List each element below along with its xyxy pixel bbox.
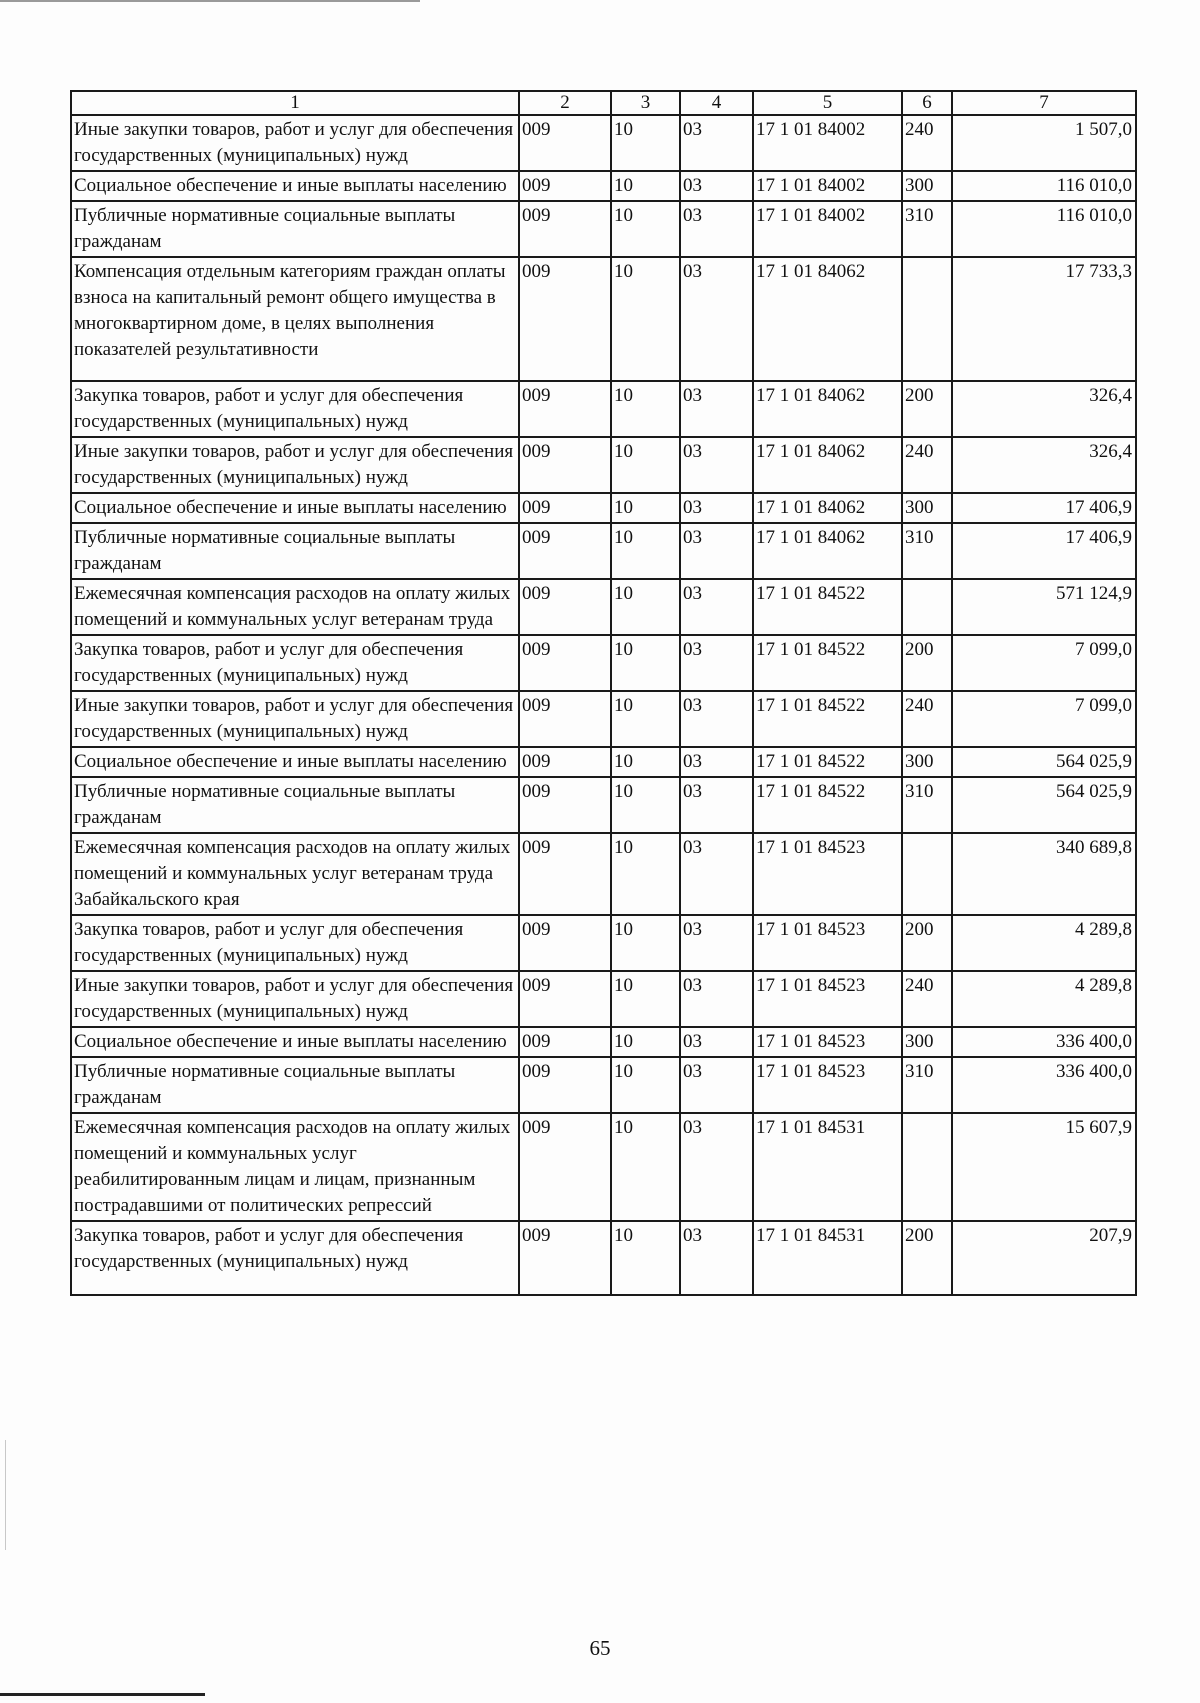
expense-type-cell: 240: [902, 971, 952, 1027]
section-cell: 10: [611, 115, 680, 171]
subsection-cell: 03: [680, 171, 753, 201]
subsection-cell: 03: [680, 1113, 753, 1221]
amount-cell: 336 400,0: [952, 1027, 1136, 1057]
column-header-target-article: 5: [753, 91, 902, 115]
target-article-cell: 17 1 01 84522: [753, 777, 902, 833]
subsection-cell: 03: [680, 523, 753, 579]
subsection-cell: 03: [680, 381, 753, 437]
table-row: [71, 579, 1136, 635]
subsection-cell: 03: [680, 777, 753, 833]
table-row: [71, 1027, 1136, 1057]
section-cell: 10: [611, 635, 680, 691]
table-row: [71, 171, 1136, 201]
expense-type-cell: [902, 579, 952, 635]
amount-cell: 207,9: [952, 1221, 1136, 1295]
ministry-code-cell: 009: [519, 381, 611, 437]
target-article-cell: 17 1 01 84522: [753, 691, 902, 747]
amount-cell: 326,4: [952, 437, 1136, 493]
expense-type-cell: 300: [902, 493, 952, 523]
row-name-cell: Публичные нормативные социальные выплаты гражданам: [71, 523, 519, 579]
row-name-cell: Иные закупки товаров, работ и услуг для обеспечения государственных (муниципальных) нужд: [71, 115, 519, 171]
amount-cell: 571 124,9: [952, 579, 1136, 635]
section-cell: 10: [611, 833, 680, 915]
row-name-cell: Публичные нормативные социальные выплаты гражданам: [71, 777, 519, 833]
table-row: [71, 115, 1136, 171]
column-header-name: 1: [71, 91, 519, 115]
table-row: [71, 523, 1136, 579]
table-row: [71, 381, 1136, 437]
subsection-cell: 03: [680, 1027, 753, 1057]
scan-margin-mark: [5, 1440, 6, 1550]
section-cell: 10: [611, 1221, 680, 1295]
row-name-cell: Ежемесячная компенсация расходов на оплату жилых помещений и коммунальных услуг ветеранам труда Забайкальского края: [71, 833, 519, 915]
amount-cell: 336 400,0: [952, 1057, 1136, 1113]
section-cell: 10: [611, 171, 680, 201]
ministry-code-cell: 009: [519, 833, 611, 915]
target-article-cell: 17 1 01 84002: [753, 115, 902, 171]
ministry-code-cell: 009: [519, 691, 611, 747]
expense-type-cell: 200: [902, 381, 952, 437]
subsection-cell: 03: [680, 493, 753, 523]
scan-bottom-line: [0, 1693, 205, 1696]
section-cell: 10: [611, 1057, 680, 1113]
target-article-cell: 17 1 01 84523: [753, 833, 902, 915]
ministry-code-cell: 009: [519, 971, 611, 1027]
ministry-code-cell: 009: [519, 257, 611, 381]
row-name-cell: Иные закупки товаров, работ и услуг для обеспечения государственных (муниципальных) нужд: [71, 691, 519, 747]
row-name-cell: Закупка товаров, работ и услуг для обеспечения государственных (муниципальных) нужд: [71, 635, 519, 691]
table-row: [71, 1113, 1136, 1221]
amount-cell: 7 099,0: [952, 691, 1136, 747]
section-cell: 10: [611, 1027, 680, 1057]
ministry-code-cell: 009: [519, 915, 611, 971]
section-cell: 10: [611, 437, 680, 493]
section-cell: 10: [611, 201, 680, 257]
section-cell: 10: [611, 747, 680, 777]
expense-type-cell: [902, 1113, 952, 1221]
amount-cell: 17 733,3: [952, 257, 1136, 381]
scan-edge-line: [0, 0, 420, 2]
expense-type-cell: 300: [902, 171, 952, 201]
section-cell: 10: [611, 257, 680, 381]
expense-type-cell: [902, 833, 952, 915]
amount-cell: 116 010,0: [952, 201, 1136, 257]
expense-type-cell: 240: [902, 691, 952, 747]
ministry-code-cell: 009: [519, 201, 611, 257]
table-row: [71, 1221, 1136, 1295]
ministry-code-cell: 009: [519, 437, 611, 493]
subsection-cell: 03: [680, 635, 753, 691]
table-row: [71, 635, 1136, 691]
target-article-cell: 17 1 01 84523: [753, 1057, 902, 1113]
expense-type-cell: 240: [902, 115, 952, 171]
row-name-cell: Иные закупки товаров, работ и услуг для обеспечения государственных (муниципальных) нужд: [71, 971, 519, 1027]
row-name-cell: Ежемесячная компенсация расходов на оплату жилых помещений и коммунальных услуг реабилитированным лицам и лицам, признанным пострадавшими от политических репрессий: [71, 1113, 519, 1221]
column-header-subsection: 4: [680, 91, 753, 115]
row-name-cell: Публичные нормативные социальные выплаты гражданам: [71, 1057, 519, 1113]
page-number: 65: [589, 1636, 611, 1660]
amount-cell: 17 406,9: [952, 523, 1136, 579]
subsection-cell: 03: [680, 691, 753, 747]
ministry-code-cell: 009: [519, 747, 611, 777]
section-cell: 10: [611, 777, 680, 833]
amount-cell: 1 507,0: [952, 115, 1136, 171]
table-row: [71, 201, 1136, 257]
ministry-code-cell: 009: [519, 523, 611, 579]
subsection-cell: 03: [680, 1221, 753, 1295]
section-cell: 10: [611, 523, 680, 579]
expense-type-cell: 200: [902, 1221, 952, 1295]
ministry-code-cell: 009: [519, 635, 611, 691]
section-cell: 10: [611, 691, 680, 747]
ministry-code-cell: 009: [519, 1057, 611, 1113]
ministry-code-cell: 009: [519, 1113, 611, 1221]
section-cell: 10: [611, 971, 680, 1027]
table-row: [71, 833, 1136, 915]
ministry-code-cell: 009: [519, 777, 611, 833]
row-name-cell: Социальное обеспечение и иные выплаты населению: [71, 493, 519, 523]
target-article-cell: 17 1 01 84062: [753, 257, 902, 381]
subsection-cell: 03: [680, 833, 753, 915]
subsection-cell: 03: [680, 115, 753, 171]
subsection-cell: 03: [680, 437, 753, 493]
amount-cell: 17 406,9: [952, 493, 1136, 523]
target-article-cell: 17 1 01 84062: [753, 381, 902, 437]
target-article-cell: 17 1 01 84062: [753, 493, 902, 523]
amount-cell: 340 689,8: [952, 833, 1136, 915]
expense-type-cell: 200: [902, 635, 952, 691]
subsection-cell: 03: [680, 747, 753, 777]
subsection-cell: 03: [680, 915, 753, 971]
target-article-cell: 17 1 01 84523: [753, 915, 902, 971]
row-name-cell: Иные закупки товаров, работ и услуг для обеспечения государственных (муниципальных) нужд: [71, 437, 519, 493]
table-row: [71, 257, 1136, 381]
ministry-code-cell: 009: [519, 579, 611, 635]
row-name-cell: Социальное обеспечение и иные выплаты населению: [71, 171, 519, 201]
target-article-cell: 17 1 01 84002: [753, 171, 902, 201]
ministry-code-cell: 009: [519, 115, 611, 171]
amount-cell: 4 289,8: [952, 971, 1136, 1027]
target-article-cell: 17 1 01 84523: [753, 971, 902, 1027]
row-name-cell: Закупка товаров, работ и услуг для обеспечения государственных (муниципальных) нужд: [71, 915, 519, 971]
target-article-cell: 17 1 01 84062: [753, 523, 902, 579]
row-name-cell: Социальное обеспечение и иные выплаты населению: [71, 1027, 519, 1057]
expense-type-cell: 310: [902, 523, 952, 579]
table-row: [71, 493, 1136, 523]
row-name-cell: Компенсация отдельным категориям граждан оплаты взноса на капитальный ремонт общего имущества в многоквартирном доме, в целях выполнения показателей результативности: [71, 257, 519, 381]
table-row: [71, 971, 1136, 1027]
expense-type-cell: 200: [902, 915, 952, 971]
subsection-cell: 03: [680, 971, 753, 1027]
column-header-section: 3: [611, 91, 680, 115]
subsection-cell: 03: [680, 201, 753, 257]
target-article-cell: 17 1 01 84002: [753, 201, 902, 257]
subsection-cell: 03: [680, 579, 753, 635]
column-header-ministry: 2: [519, 91, 611, 115]
column-header-expense-type: 6: [902, 91, 952, 115]
table-row: [71, 437, 1136, 493]
subsection-cell: 03: [680, 1057, 753, 1113]
ministry-code-cell: 009: [519, 493, 611, 523]
section-cell: 10: [611, 1113, 680, 1221]
section-cell: 10: [611, 915, 680, 971]
row-name-cell: Социальное обеспечение и иные выплаты населению: [71, 747, 519, 777]
table-row: [71, 1057, 1136, 1113]
expense-type-cell: 310: [902, 1057, 952, 1113]
target-article-cell: 17 1 01 84531: [753, 1113, 902, 1221]
amount-cell: 564 025,9: [952, 777, 1136, 833]
row-name-cell: Закупка товаров, работ и услуг для обеспечения государственных (муниципальных) нужд: [71, 381, 519, 437]
amount-cell: 15 607,9: [952, 1113, 1136, 1221]
table-row: [71, 691, 1136, 747]
row-name-cell: Закупка товаров, работ и услуг для обеспечения государственных (муниципальных) нужд: [71, 1221, 519, 1295]
expense-type-cell: 300: [902, 747, 952, 777]
ministry-code-cell: 009: [519, 171, 611, 201]
expense-type-cell: 300: [902, 1027, 952, 1057]
table-row: [71, 747, 1136, 777]
amount-cell: 4 289,8: [952, 915, 1136, 971]
section-cell: 10: [611, 493, 680, 523]
expense-type-cell: 310: [902, 777, 952, 833]
row-name-cell: Публичные нормативные социальные выплаты гражданам: [71, 201, 519, 257]
target-article-cell: 17 1 01 84062: [753, 437, 902, 493]
target-article-cell: 17 1 01 84522: [753, 747, 902, 777]
expense-type-cell: 310: [902, 201, 952, 257]
budget-table: [70, 90, 1137, 1296]
section-cell: 10: [611, 381, 680, 437]
target-article-cell: 17 1 01 84522: [753, 635, 902, 691]
amount-cell: 7 099,0: [952, 635, 1136, 691]
amount-cell: 116 010,0: [952, 171, 1136, 201]
amount-cell: 326,4: [952, 381, 1136, 437]
target-article-cell: 17 1 01 84523: [753, 1027, 902, 1057]
column-header-amount: 7: [952, 91, 1136, 115]
table-row: [71, 777, 1136, 833]
expense-type-cell: 240: [902, 437, 952, 493]
target-article-cell: 17 1 01 84531: [753, 1221, 902, 1295]
table-header-row: [71, 91, 1136, 115]
ministry-code-cell: 009: [519, 1027, 611, 1057]
subsection-cell: 03: [680, 257, 753, 381]
section-cell: 10: [611, 579, 680, 635]
table-row: [71, 915, 1136, 971]
target-article-cell: 17 1 01 84522: [753, 579, 902, 635]
amount-cell: 564 025,9: [952, 747, 1136, 777]
ministry-code-cell: 009: [519, 1221, 611, 1295]
expense-type-cell: [902, 257, 952, 381]
row-name-cell: Ежемесячная компенсация расходов на оплату жилых помещений и коммунальных услуг ветеранам труда: [71, 579, 519, 635]
